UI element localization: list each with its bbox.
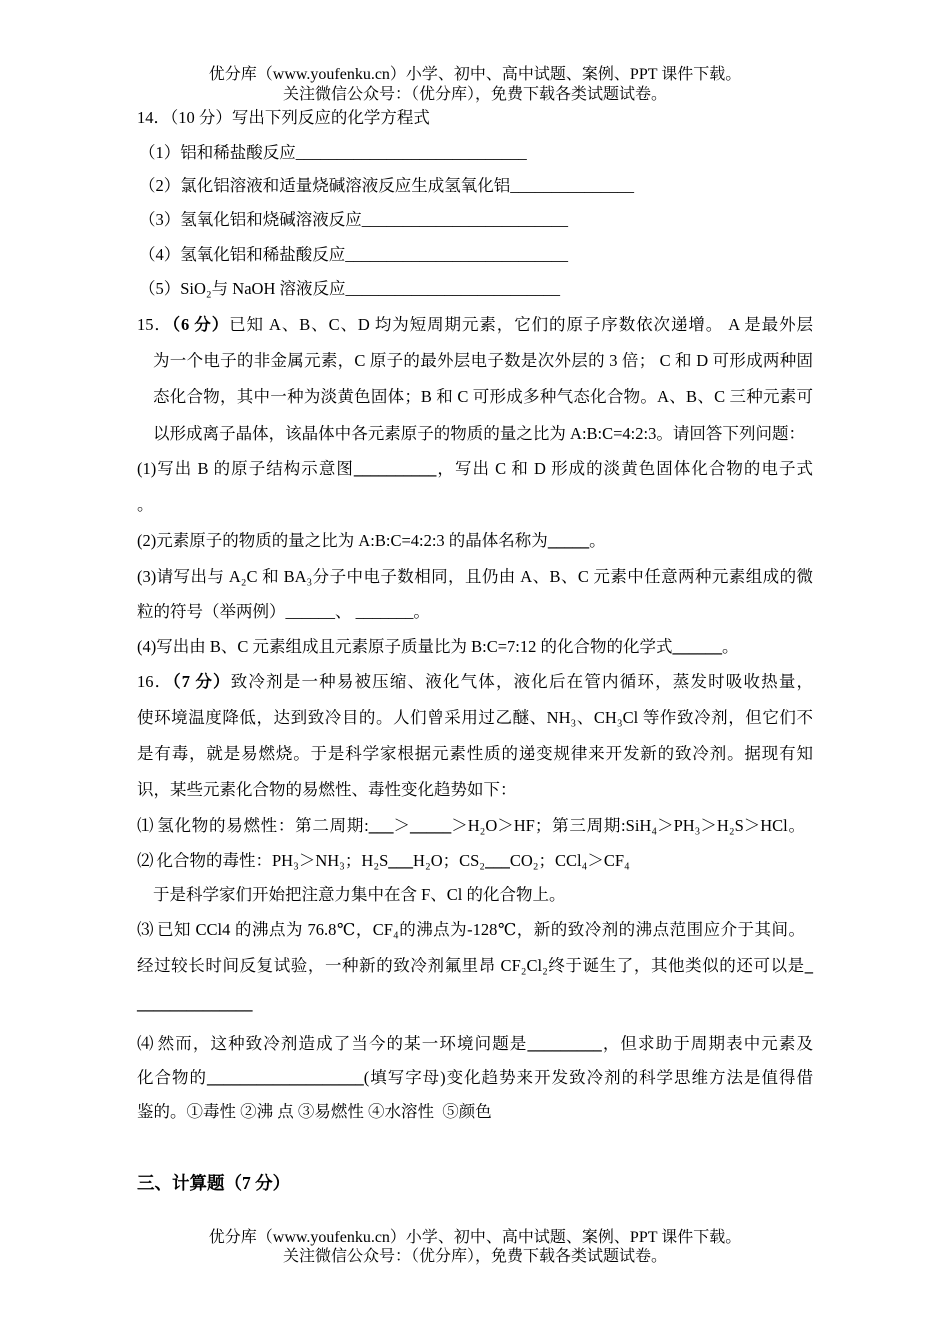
question-14-item-4 — [139, 245, 568, 265]
question-16-intro-line-1 — [137, 672, 813, 692]
question-14-item-3-text: 氢氧化铝和烧碱溶液反应 — [180, 210, 362, 229]
question-14-item-5 — [139, 279, 560, 299]
question-16-intro-text-1: 致冷剂是一种易被压缩、液化气体，液化后在管内循环，蒸发时吸收热量， — [230, 672, 814, 691]
question-14-stem: 写出下列反应的化学方程式 — [231, 108, 430, 127]
question-14-number: 14． — [137, 108, 170, 127]
question-16-sub-1 — [137, 816, 805, 836]
question-16-sub-4-text-b: ，但求助于周期表中元素及 — [601, 1034, 814, 1053]
question-15-intro-line-3: 态化合物，其中一种为淡黄色固体；B 和 C 可形成多种气态化合物。A、B、C 三种元素可 — [153, 387, 813, 406]
question-16-sub-3-blank: _ — [804, 956, 813, 975]
question-16-sub-2-text-c: CO₂；CCl₄＞CF₄ — [509, 851, 630, 870]
question-16-sub-3-text-a: 已知 CCl4 的沸点为 76.8℃，CF₄的沸点为-128℃，新的致冷剂的沸点范围应介于其间。 — [156, 920, 805, 939]
question-15-part-1-text-a: (1)写出 B 的原子结构示意图 — [137, 459, 354, 478]
question-16-sub-2-blank-2: ___ — [485, 851, 510, 870]
header-banner-line-1: 优分库（www.youfenku.cn）小学、初中、高中试题、案例、PPT 课件下载。 — [208, 66, 742, 83]
question-14-item-5-text: SiO₂与 NaOH 溶液反应 — [180, 279, 346, 298]
question-16-sub-1-blank-1: ___ — [368, 816, 394, 835]
question-16-sub-2-label: ⑵ — [137, 851, 154, 870]
question-14-item-4-blank: ___________________________ — [345, 245, 568, 264]
question-14-item-3-blank: _________________________ — [361, 210, 568, 229]
question-16-number: 16． — [137, 672, 173, 691]
question-16-sub-4-line-2 — [137, 1068, 813, 1088]
question-15-part-2-blank: _____ — [547, 531, 590, 550]
question-14-item-1-blank: ____________________________ — [295, 143, 527, 162]
question-15-part-3-blank-1: ______ — [285, 602, 335, 621]
question-16-sub-3-blank-continued: ______________ — [137, 994, 253, 1013]
question-15-part-3-end: 。 — [413, 602, 430, 621]
question-14-heading — [137, 108, 430, 128]
question-16-sub-4-blank-2: ___________________ — [206, 1068, 364, 1087]
question-16-sub-4-text-c: 化合物的 — [137, 1068, 207, 1087]
question-16-sub-1-blank-2: _____ — [409, 816, 452, 835]
question-14-item-4-label: （4） — [139, 245, 181, 264]
question-14-item-5-label: （5） — [139, 279, 181, 298]
question-15-part-2 — [137, 531, 606, 551]
question-16-sub-4-label: ⑷ — [137, 1034, 155, 1053]
question-16-sub-2-blank-1: ___ — [388, 851, 414, 870]
question-16-sub-1-greater-than: ＞ — [393, 816, 410, 835]
question-15-intro-line-4: 以形成离子晶体，该晶体中各元素原子的物质的量之比为 A:B:C=4:2:3。请回答下列问题： — [153, 424, 805, 443]
question-15-part-1-end: 。 — [137, 495, 154, 514]
question-16-sub-2-text-b: H₂O；CS₂ — [413, 851, 486, 870]
question-15-number: 15． — [137, 315, 172, 334]
footer-banner-line-1: 优分库（www.youfenku.cn）小学、初中、高中试题、案例、PPT 课件下载。 — [208, 1229, 742, 1246]
question-16-sub-4-line-3 — [137, 1102, 492, 1122]
question-16-sub-4-text-d: (填写字母)变化趋势来开发致冷剂的科学思维方法是值得借 — [363, 1068, 813, 1087]
question-16-sub-4-options: 鉴的。①毒性 ②沸 点 ③易燃性 ④水溶性 ⑤颜色 — [137, 1102, 492, 1121]
footer-banner-line-2: 关注微信公众号：（优分库），免费下载各类试题试卷。 — [282, 1248, 667, 1265]
question-15-part-2-text-a: (2)元素原子的物质的量之比为 A:B:C=4:2:3 的晶体名称为 — [137, 531, 548, 550]
question-15-part-4-text-a: (4)写出由 B、C 元素组成且元素原子质量比为 B:C=7:12 的化合物的化学式 — [137, 637, 673, 656]
question-16-sub-2 — [137, 851, 630, 871]
question-14-item-2-text: 氯化铝溶液和适量烧碱溶液反应生成氢氧化铝 — [180, 176, 511, 195]
question-15-intro-line-1 — [137, 315, 813, 335]
question-14-item-2 — [139, 176, 634, 196]
question-16-sub-2-text-a: 化合物的毒性：PH₃＞NH₃；H₂S — [156, 851, 389, 870]
question-15-part-4-text-b: 。 — [722, 637, 739, 656]
question-14-item-2-label: （2） — [139, 176, 181, 195]
question-14-item-5-blank: __________________________ — [345, 279, 560, 298]
question-16-intro-line-4: 识，某些元素化合物的易燃性、毒性变化趋势如下： — [137, 780, 517, 799]
question-16-note: 于是科学家们开始把注意力集中在含 F、Cl 的化合物上。 — [153, 885, 566, 904]
question-14-item-1-text: 铝和稀盐酸反应 — [180, 143, 296, 162]
question-14-item-2-blank: _______________ — [510, 176, 634, 195]
question-15-part-2-text-b: 。 — [589, 531, 606, 550]
question-14-item-1 — [139, 143, 527, 163]
question-16-sub-4-text-a: 然而，这种致冷剂造成了当今的某一环境问题是 — [157, 1034, 528, 1053]
question-16-sub-1-text-b: ＞H₂O＞HF；第三周期:SiH₄＞PH₃＞H₂S＞HCl。 — [451, 816, 805, 835]
question-16-sub-3-line-1 — [137, 920, 805, 940]
question-16-sub-3-text-b: 经过较长时间反复试验，一种新的致冷剂氟里昂 CF₂Cl₂终于诞生了，其他类似的还可以是 — [137, 956, 805, 975]
question-16-sub-3-line-2 — [137, 956, 813, 976]
question-16-sub-4-line-1 — [137, 1034, 813, 1054]
question-14-points: （10 分） — [170, 108, 232, 127]
question-15-part-3-text: 粒的符号（举两例） — [137, 602, 286, 621]
question-16-intro-line-3: 是有毒，就是易燃烧。于是科学家根据元素性质的递变规律来开发新的致冷剂。据现有知 — [137, 744, 813, 763]
question-15-part-3-line-1: (3)请写出与 A₂C 和 BA₃分子中电子数相同，且仍由 A、B、C 元素中任意两种元素组成的微 — [137, 567, 813, 586]
question-15-part-1 — [137, 459, 813, 479]
question-15-intro-line-2: 为一个电子的非金属元素，C 原子的最外层电子数是次外层的 3 倍； C 和 D 可形成两种固 — [153, 351, 813, 370]
question-15-part-3-separator: 、 — [335, 602, 356, 621]
question-15-part-3-blank-2: _______ — [355, 602, 414, 621]
question-14-item-3-label: （3） — [139, 210, 181, 229]
question-14-item-4-text: 氢氧化铝和稀盐酸反应 — [180, 245, 346, 264]
question-16-intro-line-2: 使环境温度降低，达到致冷目的。人们曾采用过乙醚、NH₃、CH₃Cl 等作致冷剂，但它们不 — [137, 708, 813, 727]
question-16-points: （7 分） — [172, 672, 231, 691]
question-15-points: （6 分） — [171, 315, 230, 334]
question-15-part-3-line-2 — [137, 602, 430, 622]
question-16-sub-1-label: ⑴ — [137, 816, 155, 835]
question-15-intro-text-1: 已知 A、B、C、D 均为短周期元素，它们的原子序数依次递增。 A 是最外层 — [229, 315, 814, 334]
question-16-sub-4-blank-1: _________ — [527, 1034, 602, 1053]
question-15-part-4-blank: ______ — [672, 637, 722, 656]
question-15-part-1-blank: __________ — [353, 459, 437, 478]
question-16-sub-3-label: ⑶ — [137, 920, 154, 939]
question-16-sub-1-text-a: 氢化物的易燃性：第二周期: — [157, 816, 369, 835]
question-15-part-4 — [137, 637, 739, 657]
question-14-item-1-label: （1） — [139, 143, 181, 162]
question-14-item-3 — [139, 210, 568, 230]
question-15-part-1-text-b: ，写出 C 和 D 形成的淡黄色固体化合物的电子式 — [436, 459, 814, 478]
section-3-title: 三、计算题（7 分） — [137, 1173, 291, 1193]
header-banner-line-2: 关注微信公众号：（优分库），免费下载各类试题试卷。 — [282, 86, 667, 103]
